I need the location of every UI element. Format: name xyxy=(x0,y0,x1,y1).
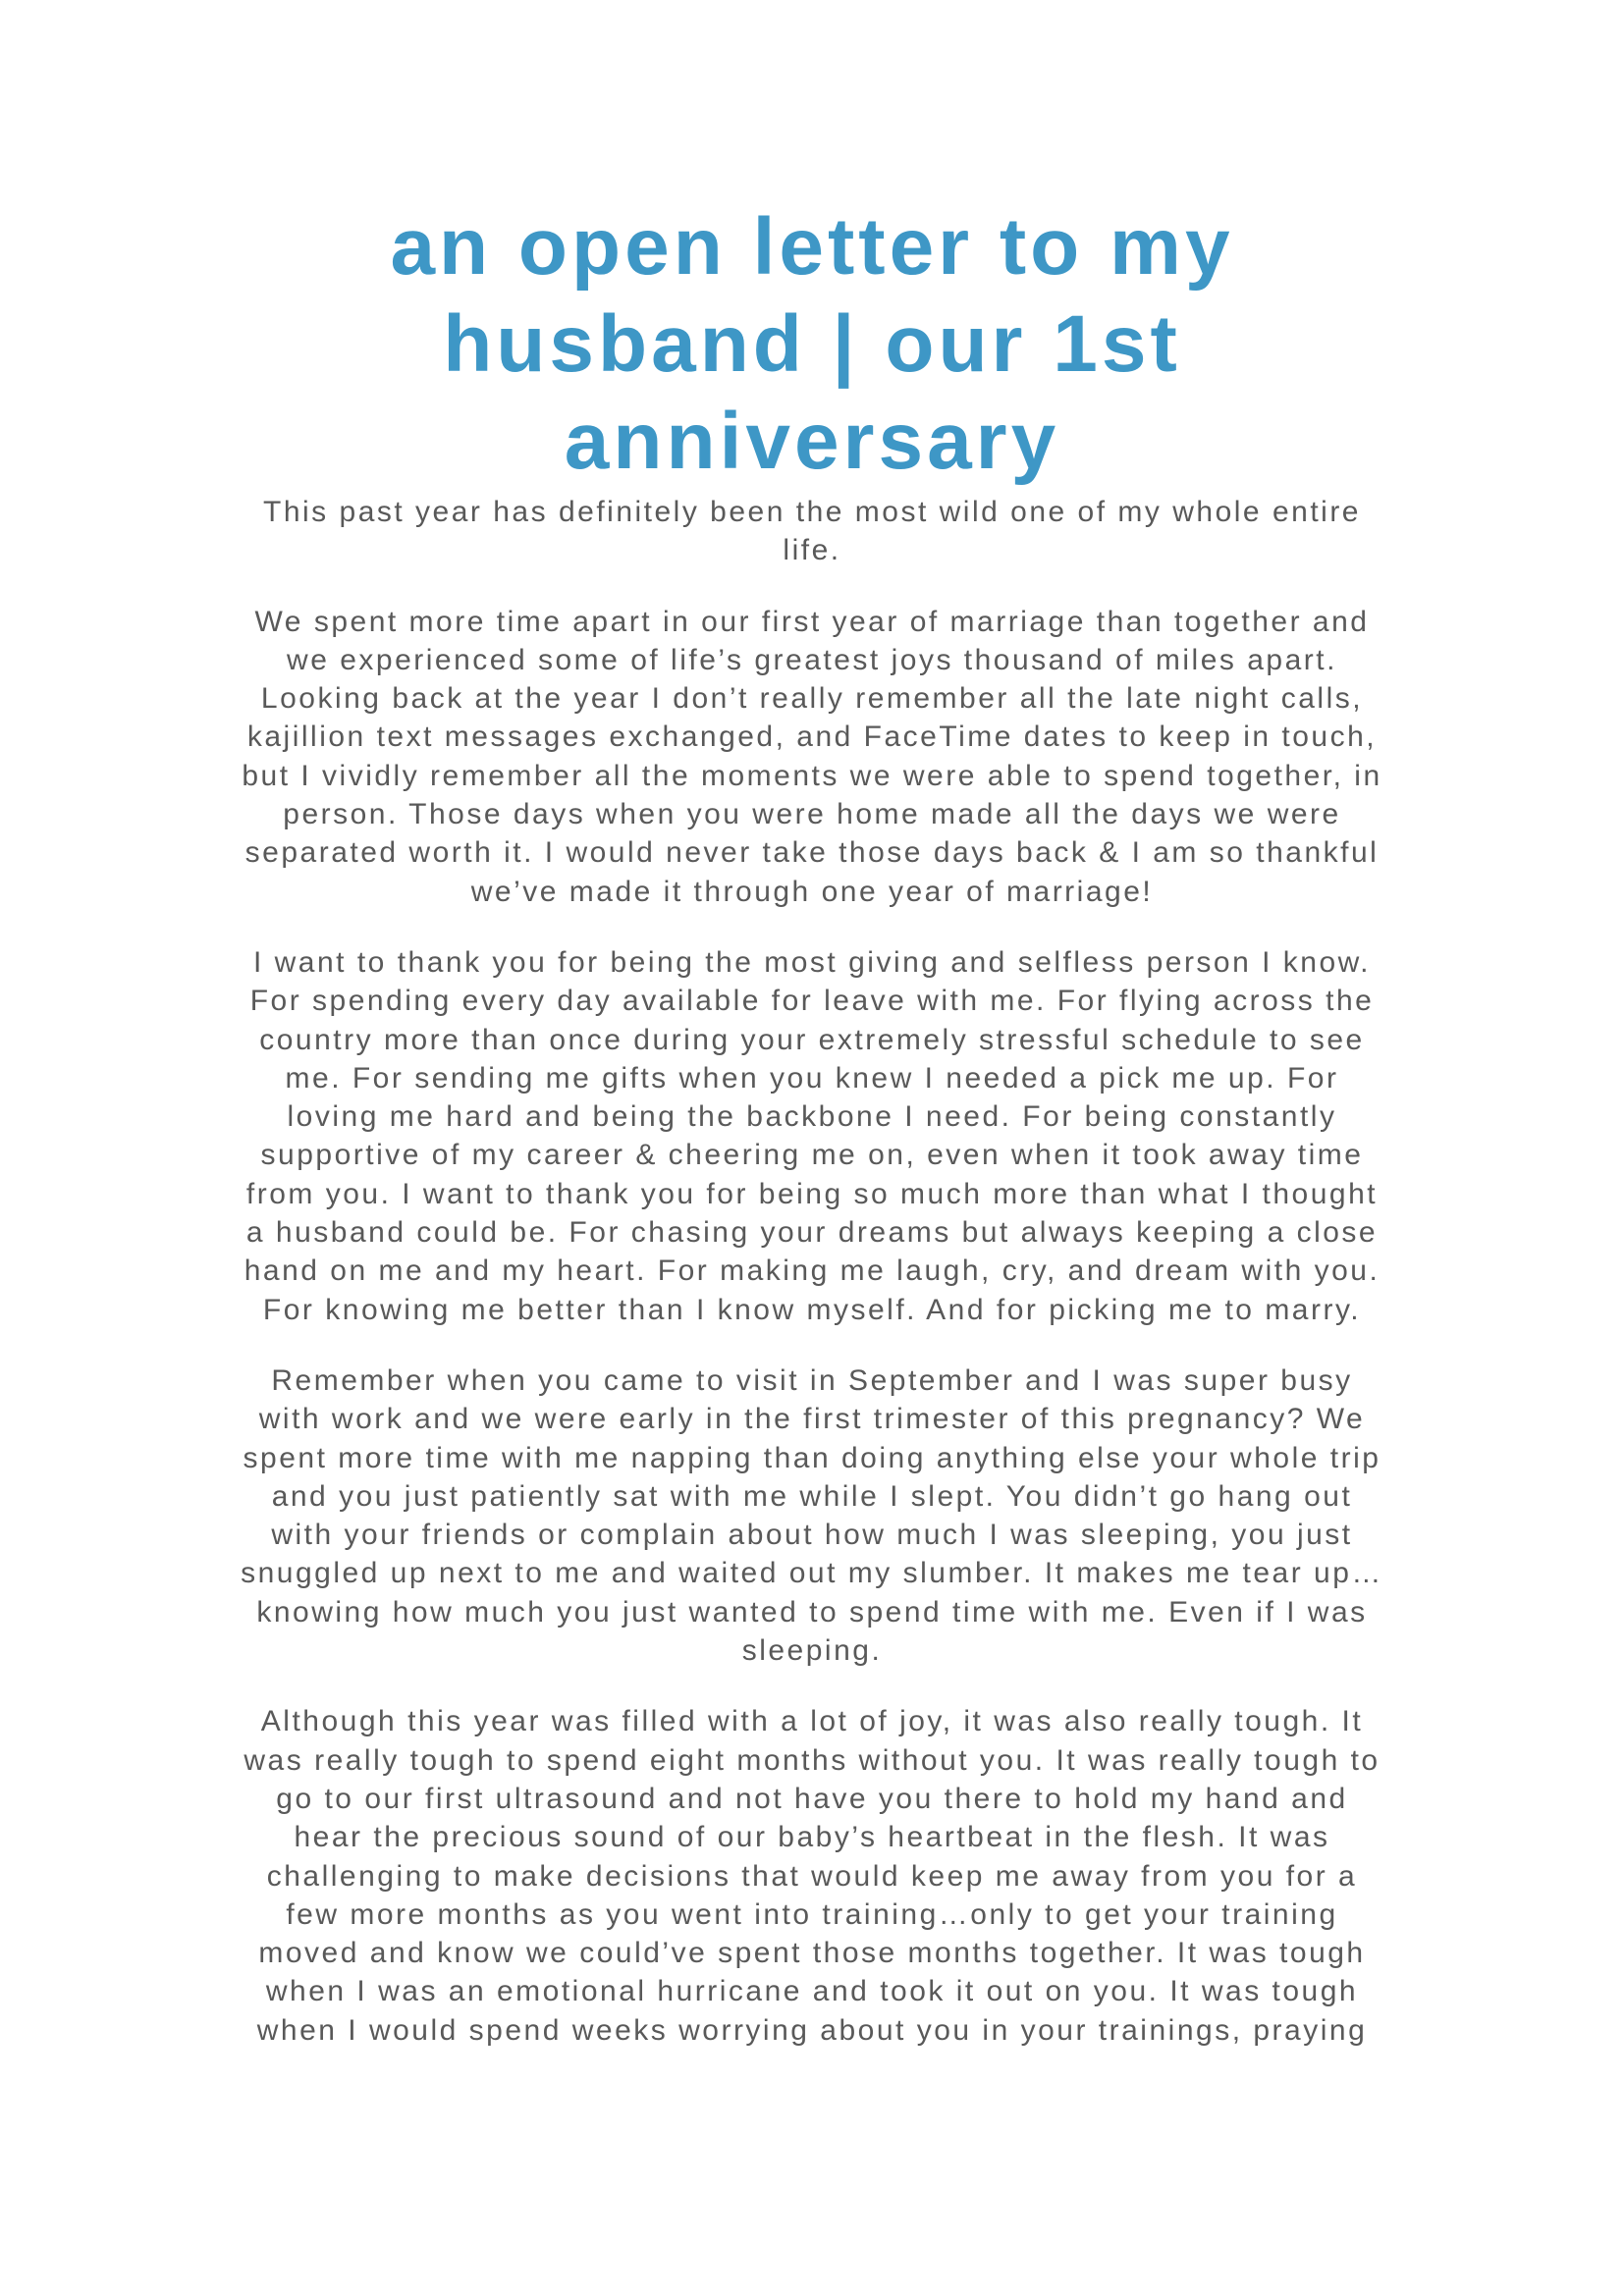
paragraph-5: Although this year was filled with a lot of joy, it was also really tough. It was really tough to spend eight months without you. It was really tough to go to our first ultrasound and not have you there to hold my hand and hear the precious sound of our baby’s heartbeat in the flesh. It was challenging to make decisions that would keep me away from you for a few more months as you went into training…only to get your training moved and know we could’ve spent those months together. It was tough when I was an emotional hurricane and took it out on you. It was tough when I would spend weeks worrying about you in your trainings, praying xyxy=(244,1705,1380,2047)
document-title: an open letter to my husband | our 1st anniversary xyxy=(390,202,1234,486)
paragraph-3: I want to thank you for being the most giving and selfless person I know. For spending every day available for leave with me. For flying across the country more than once during your extremely stressful schedule to see me. For sending me gifts when you knew I needed a pick me up. For loving me hard and being the backbone I need. For being constantly supportive of my career & cheering me on, even when it took away time from you. I want to thank you for being so much more than what I thought a husband could be. For chasing your dreams but always keeping a close hand on me and my heart. For making me laugh, cry, and dream with you. For knowing me better than I know myself. And for picking me to marry. xyxy=(244,945,1380,1326)
paragraph-4: Remember when you came to visit in September and I was super busy with work and we were early in the first trimester of this pregnancy? We spent more time with me napping than doing anything else your whole trip and you just patiently sat with me while I slept. You didn’t go hang out with your friends or complain about how much I was sleeping, you just snuggled up next to me and waited out my slumber. It makes me tear up…knowing how much you just wanted to spend time with me. Even if I was sleeping. xyxy=(241,1363,1383,1668)
paragraph-2: We spent more time apart in our first year of marriage than together and we experienced some of life’s greatest joys thousand of miles apart. Looking back at the year I don’t really remember all the late night calls, kajillion text messages exchanged, and FaceTime dates to keep in touch, but I vividly remember all the moments we were able to spend together, in person. Those days when you were home made all the days we were separated worth it. I would never take those days back & I am so thankful we’ve made it through one year of marriage! xyxy=(242,605,1382,908)
letter-body xyxy=(241,493,1383,2082)
paragraph-1: This past year has definitely been the most wild one of my whole entire life. xyxy=(263,496,1361,567)
